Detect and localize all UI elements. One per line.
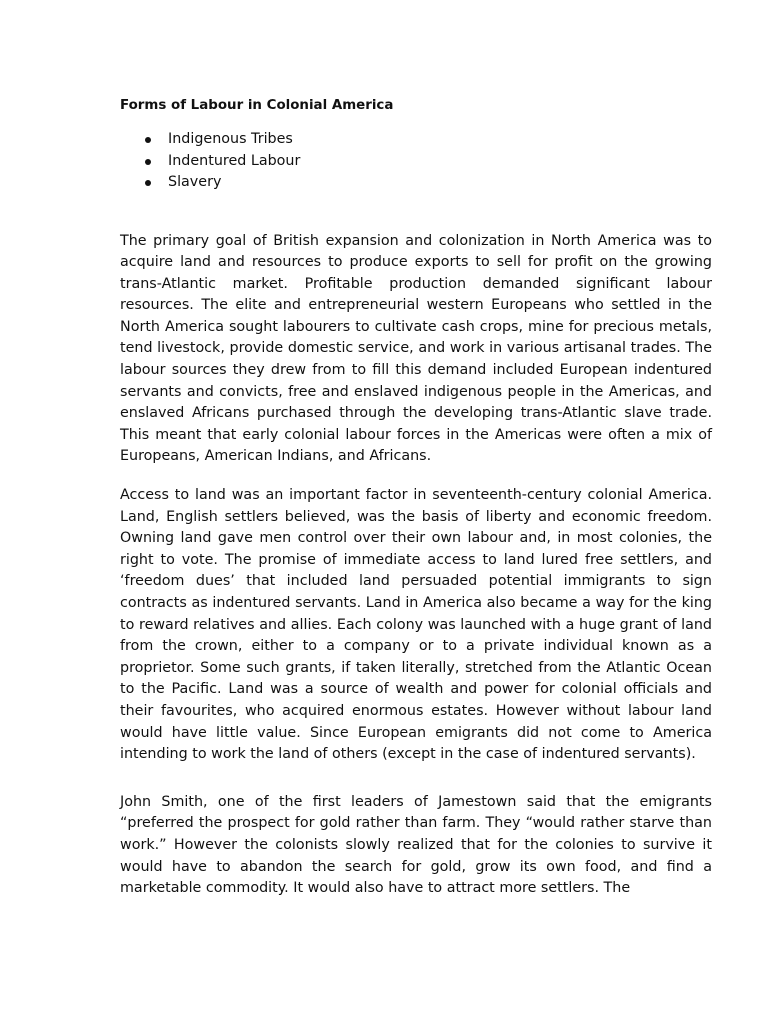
bullet-dot-icon	[145, 159, 151, 165]
paragraph-land-access: Access to land was an important factor in seventeenth-century colonial America. Land, English settlers believed, was the basis of liberty and economic freedom. Owning land gave men control over their own labour and, in most colonies, the right to vote. The promise of immediate access to land lured free settlers, and ‘freedom dues’ that included land persuaded potential immigrants to sign contracts as indentured servants. Land in America also became a way for the king to reward relatives and allies. Each colony was launched with a huge grant of land from the crown, either to a company or to a private individual known as a proprietor. Some such grants, if taken literally, stretched from the Atlantic Ocean to the Pacific. Land was a source of wealth and power for colonial officials and their favourites, who acquired enormous estates. However without labour land would have little value. Since European emigrants did not come to America intending to work the land of others (except in the case of indentured servants).	[120, 487, 712, 763]
bullet-item	[120, 172, 712, 194]
bullet-item	[120, 129, 712, 151]
bullet-dot-icon	[145, 180, 151, 186]
paragraph-john-smith: John Smith, one of the first leaders of Jamestown said that the emigrants “preferred the prospect for gold rather than farm. They “would rather starve than work.” However the colonists slowly realized that for the colonies to survive it would have to abandon the search for gold, grow its own food, and find a marketable commodity. It would also have to attract more settlers. The	[120, 793, 712, 897]
section-heading: Forms of Labour in Colonial America	[120, 98, 394, 113]
bullet-text: Indentured Labour	[168, 152, 301, 169]
bullet-list	[120, 129, 712, 194]
bullet-dot-icon	[145, 137, 151, 143]
bullet-item	[120, 151, 712, 173]
paragraph-labour-goals: The primary goal of British expansion and colonization in North America was to acquire land and resources to produce exports to sell for profit on the growing trans-Atlantic market. Profitable production demanded significant labour resources. The elite and entrepreneurial western Europeans who settled in the North America sought labourers to cultivate cash crops, mine for precious metals, tend livestock, provide domestic service, and work in various artisanal trades. The labour sources they drew from to fill this demand included European indentured servants and convicts, free and enslaved indigenous people in the Americas, and enslaved Africans purchased through the developing trans-Atlantic slave trade. This meant that early colonial labour forces in the Americas were often a mix of Europeans, American Indians, and Africans.	[120, 232, 712, 465]
bullet-text: Slavery	[168, 174, 222, 190]
bullet-text: Indigenous Tribes	[168, 131, 293, 147]
document-body	[120, 97, 712, 900]
